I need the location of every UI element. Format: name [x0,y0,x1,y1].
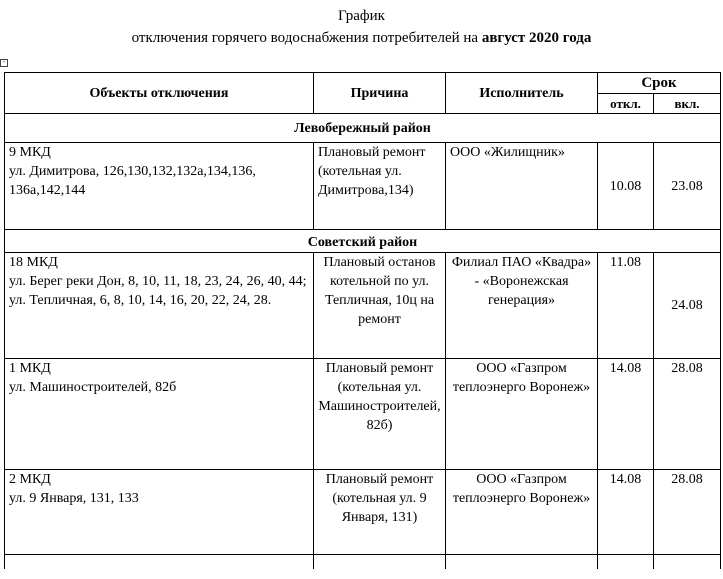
header-reason: Причина [314,73,446,114]
reason-cell: Плановый ремонт (котельная ул. Машиностроителей, 82б) [314,359,446,470]
region-header: Левобережный район [5,114,721,143]
header-executor: Исполнитель [446,73,598,114]
on-date-cell: 24.08 [654,253,721,359]
executor-cell: ООО «Газпром теплоэнерго Воронеж» [446,470,598,555]
table-row [5,359,721,470]
empty-cell [5,555,314,570]
on-date-cell: 28.08 [654,359,721,470]
executor-cell: Филиал ПАО «Квадра» - «Воронежская генерация» [446,253,598,359]
object-address: ул. Машиностроителей, 82б [9,380,177,395]
empty-cell [446,555,598,570]
object-count: 1 МКД [9,361,51,376]
header-on: вкл. [654,94,721,114]
subtitle-period: август 2020 года [481,30,592,46]
table-row [5,143,721,230]
table-move-handle-icon[interactable]: + [0,59,8,67]
reason-cell: Плановый ремонт (котельная ул. 9 Января, 131) [314,470,446,555]
objects-cell [5,359,314,470]
executor-cell: ООО «Жилищник» [446,143,598,230]
off-date-cell: 10.08 [598,143,654,230]
empty-cell [598,555,654,570]
object-address: ул. Берег реки Дон, 8, 10, 11, 18, 23, 24, 26, 40, 44; [9,274,307,289]
reason-cell: Плановый ремонт (котельная ул. Димитрова,134) [314,143,446,230]
header-off: откл. [598,94,654,114]
document-title: График [338,8,385,24]
empty-cell [654,555,721,570]
table-row [5,470,721,555]
table-row [5,555,721,570]
objects-cell [5,143,314,230]
object-count: 9 МКД [9,145,51,160]
subtitle-text: отключения горячего водоснабжения потребителей на [131,30,482,46]
object-address: ул. 9 Января, 131, 133 [9,491,139,506]
objects-cell [5,470,314,555]
region-header: Советский район [5,230,721,253]
object-count: 2 МКД [9,472,51,487]
reason-cell: Плановый останов котельной по ул. Тепличная, 10ц на ремонт [314,253,446,359]
objects-cell [5,253,314,359]
executor-cell: ООО «Газпром теплоэнерго Воронеж» [446,359,598,470]
on-date-cell: 23.08 [654,143,721,230]
header-objects: Объекты отключения [5,73,314,114]
object-address: ул. Тепличная, 6, 8, 10, 14, 16, 20, 22, 24, 28. [9,293,272,308]
object-address: ул. Димитрова, 126,130,132,132а,134,136, 136а,142,144 [9,164,256,198]
header-term: Срок [598,73,721,94]
off-date-cell: 11.08 [598,253,654,359]
table-row [5,253,721,359]
empty-cell [314,555,446,570]
off-date-cell: 14.08 [598,359,654,470]
on-date-cell: 28.08 [654,470,721,555]
object-count: 18 МКД [9,255,58,270]
document-subtitle [0,30,723,47]
off-date-cell: 14.08 [598,470,654,555]
schedule-table [4,72,721,569]
